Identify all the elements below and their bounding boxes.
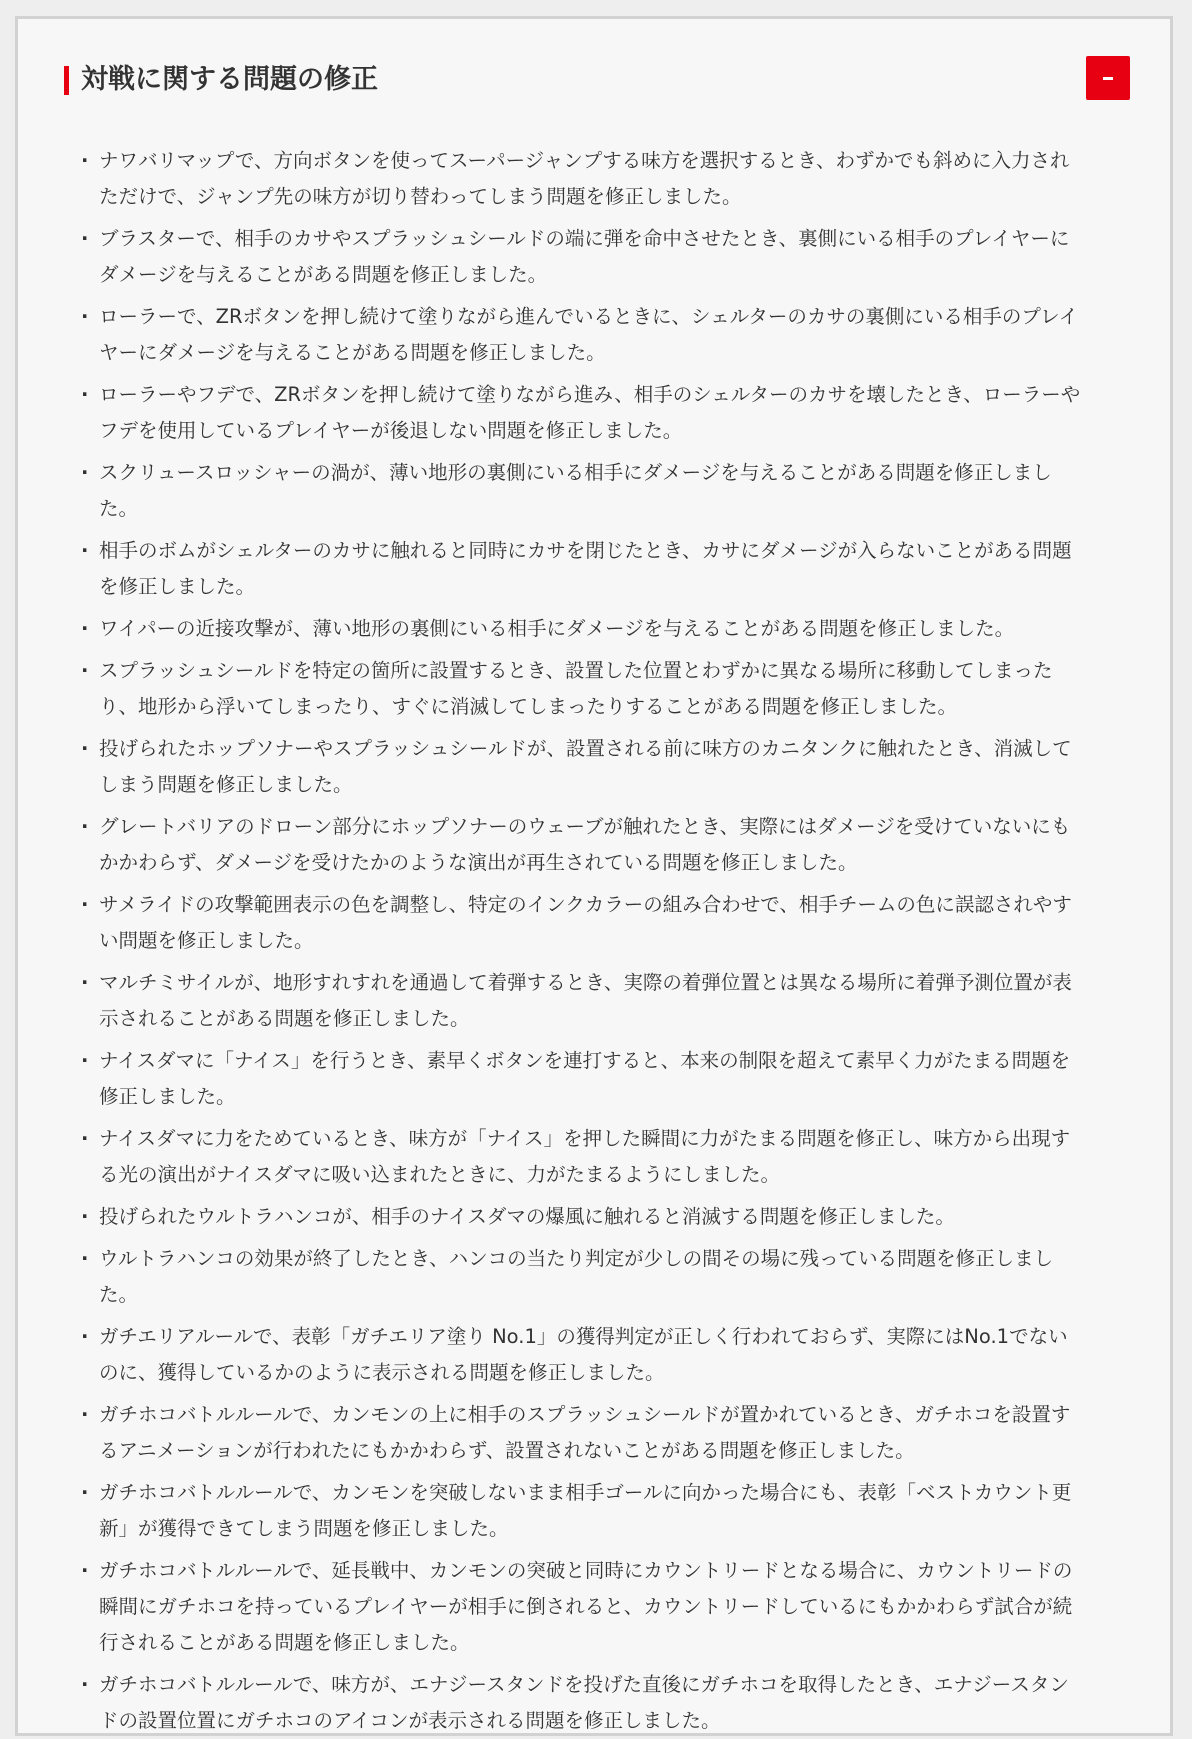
list-item: · ガチエリアルールで、表彰「ガチエリア塗り No.1」の獲得判定が正しく行われておらず、実際にはNo.1でないのに、獲得しているかのように表示される問題を修正しました。 bbox=[81, 1319, 1083, 1391]
list-item: · ブラスターで、相手のカサやスプラッシュシールドの端に弾を命中させたとき、裏側にいる相手のプレイヤーにダメージを与えることがある問題を修正しました。 bbox=[81, 221, 1083, 293]
list-item: · ガチホコバトルルールで、カンモンを突破しないまま相手ゴールに向かった場合にも、表彰「ベストカウント更新」が獲得できてしまう問題を修正しました。 bbox=[81, 1475, 1083, 1547]
section-header bbox=[18, 19, 1170, 143]
list-item: · 投げられたウルトラハンコが、相手のナイスダマの爆風に触れると消滅する問題を修正しました。 bbox=[81, 1199, 1083, 1235]
list-item: · スプラッシュシールドを特定の箇所に設置するとき、設置した位置とわずかに異なる場所に移動してしまったり、地形から浮いてしまったり、すぐに消滅してしまったりすることがある問題を修正しました。 bbox=[81, 653, 1083, 725]
list-item: · グレートバリアのドローン部分にホップソナーのウェーブが触れたとき、実際にはダメージを受けていないにもかかわらず、ダメージを受けたかのような演出が再生されている問題を修正しました。 bbox=[81, 809, 1083, 881]
list-item: · 投げられたホップソナーやスプラッシュシールドが、設置される前に味方のカニタンクに触れたとき、消滅してしまう問題を修正しました。 bbox=[81, 731, 1083, 803]
list-item: · 相手のボムがシェルターのカサに触れると同時にカサを閉じたとき、カサにダメージが入らないことがある問題を修正しました。 bbox=[81, 533, 1083, 605]
list-item: · ナワバリマップで、方向ボタンを使ってスーパージャンプする味方を選択するとき、わずかでも斜めに入力されただけで、ジャンプ先の味方が切り替わってしまう問題を修正しました。 bbox=[81, 143, 1083, 215]
collapse-toggle-button[interactable] bbox=[1086, 56, 1130, 100]
list-item: · ナイスダマに「ナイス」を行うとき、素早くボタンを連打すると、本来の制限を超えて素早く力がたまる問題を修正しました。 bbox=[81, 1043, 1083, 1115]
list-item: · ナイスダマに力をためているとき、味方が「ナイス」を押した瞬間に力がたまる問題を修正し、味方から出現する光の演出がナイスダマに吸い込まれたときに、力がたまるようにしました。 bbox=[81, 1121, 1083, 1193]
list-item: · ガチホコバトルルールで、カンモンの上に相手のスプラッシュシールドが置かれているとき、ガチホコを設置するアニメーションが行われたにもかかわらず、設置されないことがある問題を修正しました。 bbox=[81, 1397, 1083, 1469]
list-item: · ウルトラハンコの効果が終了したとき、ハンコの当たり判定が少しの間その場に残っている問題を修正しました。 bbox=[81, 1241, 1083, 1313]
minus-icon bbox=[1103, 77, 1113, 80]
list-item: · ローラーやフデで、ZRボタンを押し続けて塗りながら進み、相手のシェルターのカサを壊したとき、ローラーやフデを使用しているプレイヤーが後退しない問題を修正しました。 bbox=[81, 377, 1083, 449]
title-accent-bar bbox=[64, 66, 69, 95]
list-item: · ガチホコバトルルールで、味方が、エナジースタンドを投げた直後にガチホコを取得したとき、エナジースタンドの設置位置にガチホコのアイコンが表示される問題を修正しました。 bbox=[81, 1667, 1083, 1739]
list-item: · ローラーで、ZRボタンを押し続けて塗りながら進んでいるときに、シェルターのカサの裏側にいる相手のプレイヤーにダメージを与えることがある問題を修正しました。 bbox=[81, 299, 1083, 371]
list-item: · ガチホコバトルルールで、延長戦中、カンモンの突破と同時にカウントリードとなる場合に、カウントリードの瞬間にガチホコを持っているプレイヤーが相手に倒されると、カウントリードしているにもかかわらず試合が続行されることがある問題を修正しました。 bbox=[81, 1553, 1083, 1661]
list-item: · マルチミサイルが、地形すれすれを通過して着弾するとき、実際の着弾位置とは異なる場所に着弾予測位置が表示されることがある問題を修正しました。 bbox=[81, 965, 1083, 1037]
list-item: · スクリュースロッシャーの渦が、薄い地形の裏側にいる相手にダメージを与えることがある問題を修正しました。 bbox=[81, 455, 1083, 527]
section-title: 対戦に関する問題の修正 bbox=[81, 64, 378, 95]
update-section-panel bbox=[15, 16, 1173, 1736]
fix-list bbox=[18, 143, 1083, 1739]
list-item: · サメライドの攻撃範囲表示の色を調整し、特定のインクカラーの組み合わせで、相手チームの色に誤認されやすい問題を修正しました。 bbox=[81, 887, 1083, 959]
list-item: · ワイパーの近接攻撃が、薄い地形の裏側にいる相手にダメージを与えることがある問題を修正しました。 bbox=[81, 611, 1083, 647]
